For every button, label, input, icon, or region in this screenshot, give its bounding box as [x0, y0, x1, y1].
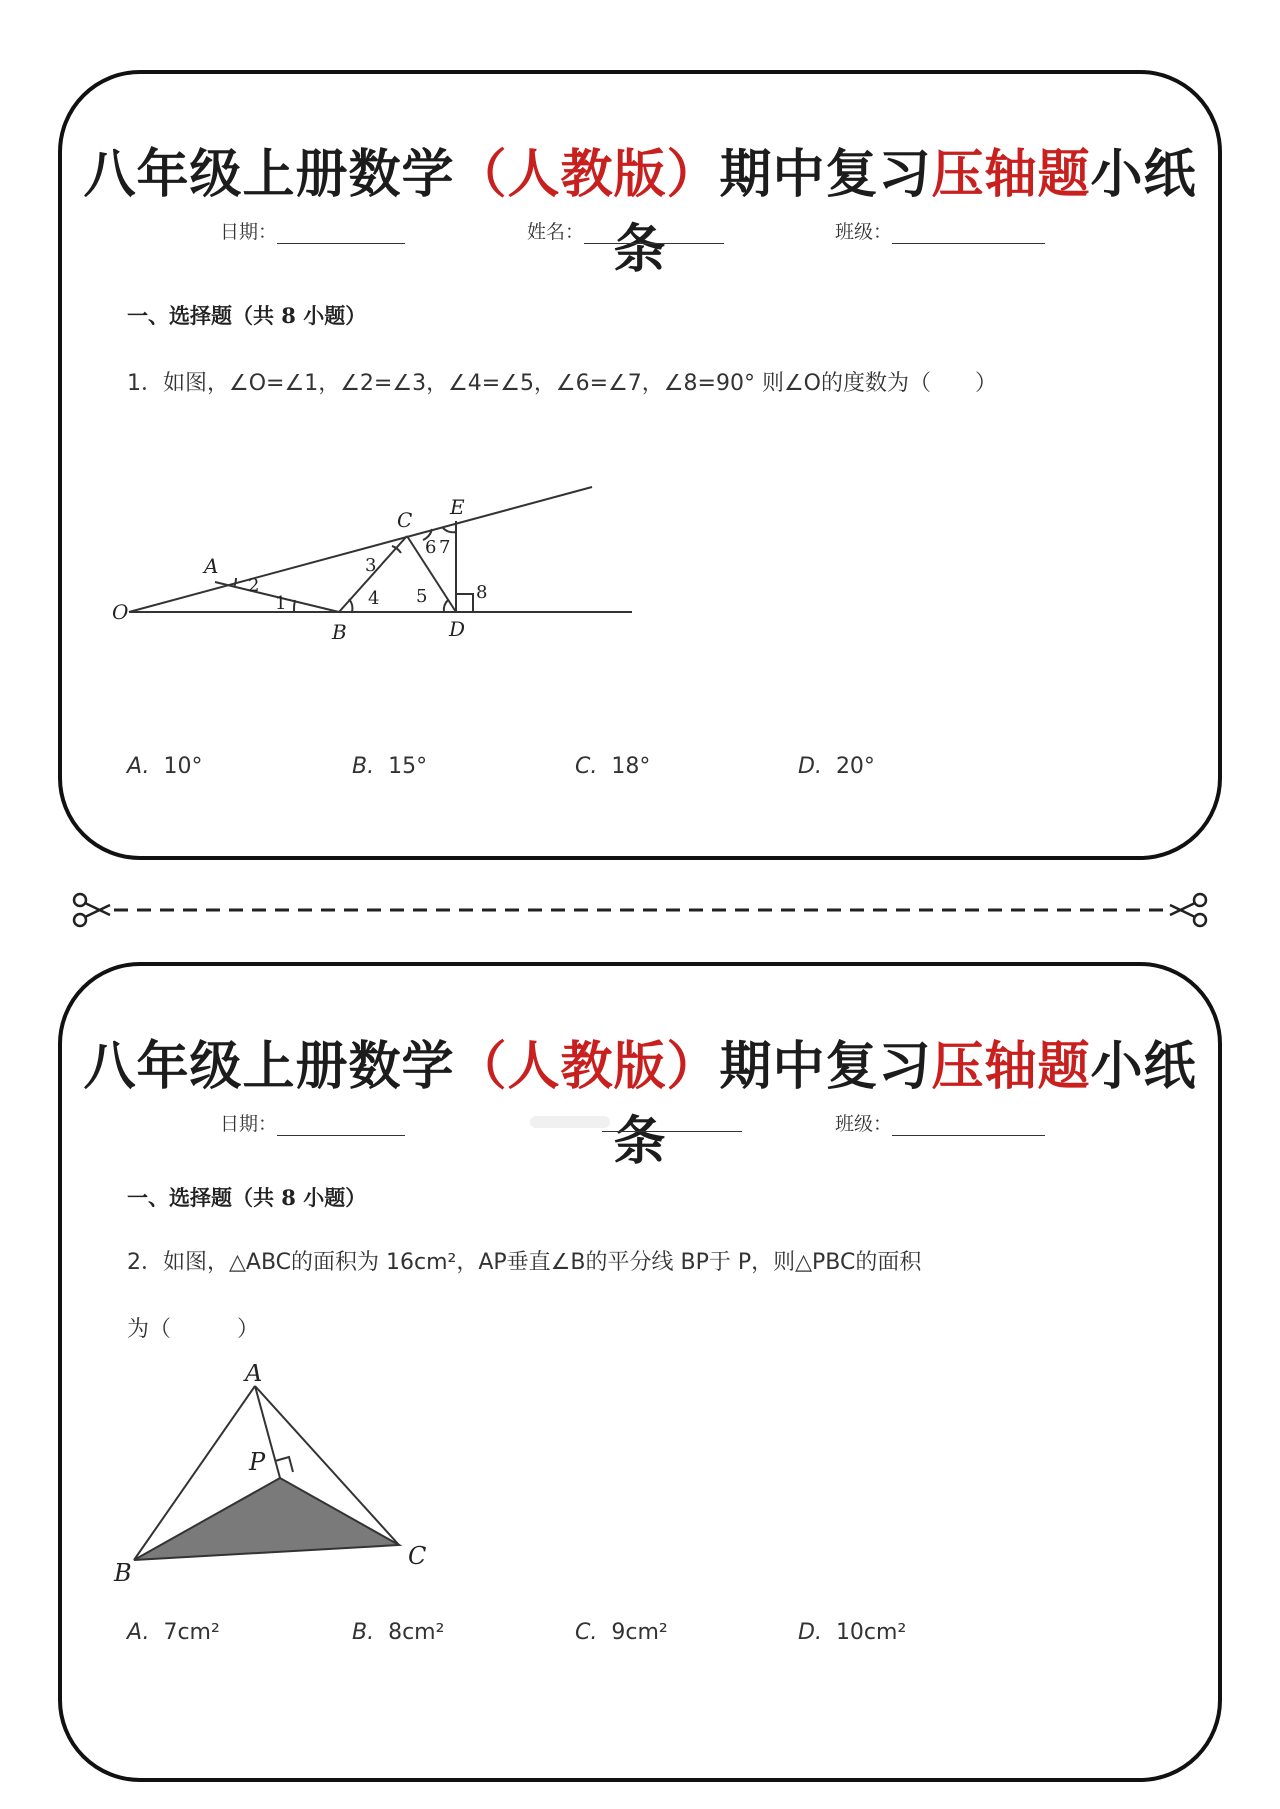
date-blank[interactable] [277, 221, 405, 244]
title-part: 期中复习 [719, 144, 932, 205]
angle-label-3: 3 [365, 555, 377, 576]
point-label-a: A [204, 554, 219, 578]
title-highlight: 压轴题 [931, 1036, 1091, 1097]
angle-label-4: 4 [368, 588, 380, 609]
point-label-e: E [450, 495, 465, 519]
card-title [62, 132, 1218, 282]
option-c[interactable]: C. 9cm² [575, 1620, 668, 1645]
angle-label-6: 6 [425, 537, 437, 558]
point-label-o: O [112, 600, 129, 624]
title-highlight: （人教版） [454, 1036, 720, 1097]
date-label: 日期： [220, 221, 278, 243]
class-field [835, 1109, 1045, 1136]
section-heading: 一、选择题（共 8 小题） [127, 303, 367, 328]
question-text: 1．如图，∠O=∠1，∠2=∠3，∠4=∠5，∠6=∠7，∠8=90° 则∠O的度数为（ ） [127, 371, 997, 396]
triangle-figure [112, 1364, 492, 1584]
scissors-icon [74, 894, 110, 926]
name-label: 姓名： [527, 221, 585, 243]
title-highlight: 压轴题 [931, 144, 1091, 205]
title-highlight: （人教版） [454, 144, 720, 205]
class-blank[interactable] [892, 1113, 1045, 1136]
point-label-b: B [114, 1559, 132, 1584]
option-c[interactable]: C. 18° [575, 754, 651, 779]
point-label-c: C [397, 508, 413, 532]
card-title [62, 1024, 1218, 1174]
angle-label-5: 5 [416, 586, 428, 607]
question-text: 2．如图，△ABC的面积为 16cm²，AP垂直∠B的平分线 BP于 P，则△PBC的面积 [127, 1250, 922, 1275]
date-field [220, 217, 405, 244]
question-text-continued: 为（ ） [127, 1317, 260, 1342]
name-field [527, 217, 724, 244]
point-label-a: A [245, 1364, 263, 1387]
class-label: 班级： [835, 221, 893, 243]
point-label-c: C [408, 1542, 427, 1570]
angle-figure [112, 454, 672, 654]
title-part: 期中复习 [719, 1036, 932, 1097]
smudge [530, 1116, 610, 1128]
name-blank[interactable] [584, 221, 724, 244]
title-part: 小纸条 [613, 144, 1197, 280]
scissors-icon [1170, 894, 1206, 926]
option-a[interactable]: A. 7cm² [127, 1620, 220, 1645]
angle-label-7: 7 [439, 537, 451, 558]
option-d[interactable]: D. 10cm² [798, 1620, 907, 1645]
date-field [220, 1109, 405, 1136]
angle-label-1: 1 [275, 593, 287, 614]
point-label-b: B [332, 620, 347, 644]
title-part: 八年级上册数学 [83, 144, 455, 205]
date-label: 日期： [220, 1113, 278, 1135]
option-d[interactable]: D. 20° [798, 754, 875, 779]
name-blank[interactable] [602, 1109, 742, 1132]
angle-label-8: 8 [476, 582, 488, 603]
option-b[interactable]: B. 15° [352, 754, 428, 779]
cut-line [70, 890, 1210, 930]
class-blank[interactable] [892, 221, 1045, 244]
worksheet-card-2 [58, 962, 1222, 1782]
title-part: 八年级上册数学 [83, 1036, 455, 1097]
option-b[interactable]: B. 8cm² [352, 1620, 445, 1645]
name-field [602, 1109, 742, 1132]
title-part: 小纸条 [613, 1036, 1197, 1172]
point-label-p: P [249, 1448, 266, 1476]
date-blank[interactable] [277, 1113, 405, 1136]
worksheet-card-1 [58, 70, 1222, 860]
class-label: 班级： [835, 1113, 893, 1135]
option-a[interactable]: A. 10° [127, 754, 203, 779]
point-label-d: D [449, 617, 466, 641]
section-heading: 一、选择题（共 8 小题） [127, 1185, 367, 1210]
class-field [835, 217, 1045, 244]
angle-label-2: 2 [248, 575, 260, 596]
